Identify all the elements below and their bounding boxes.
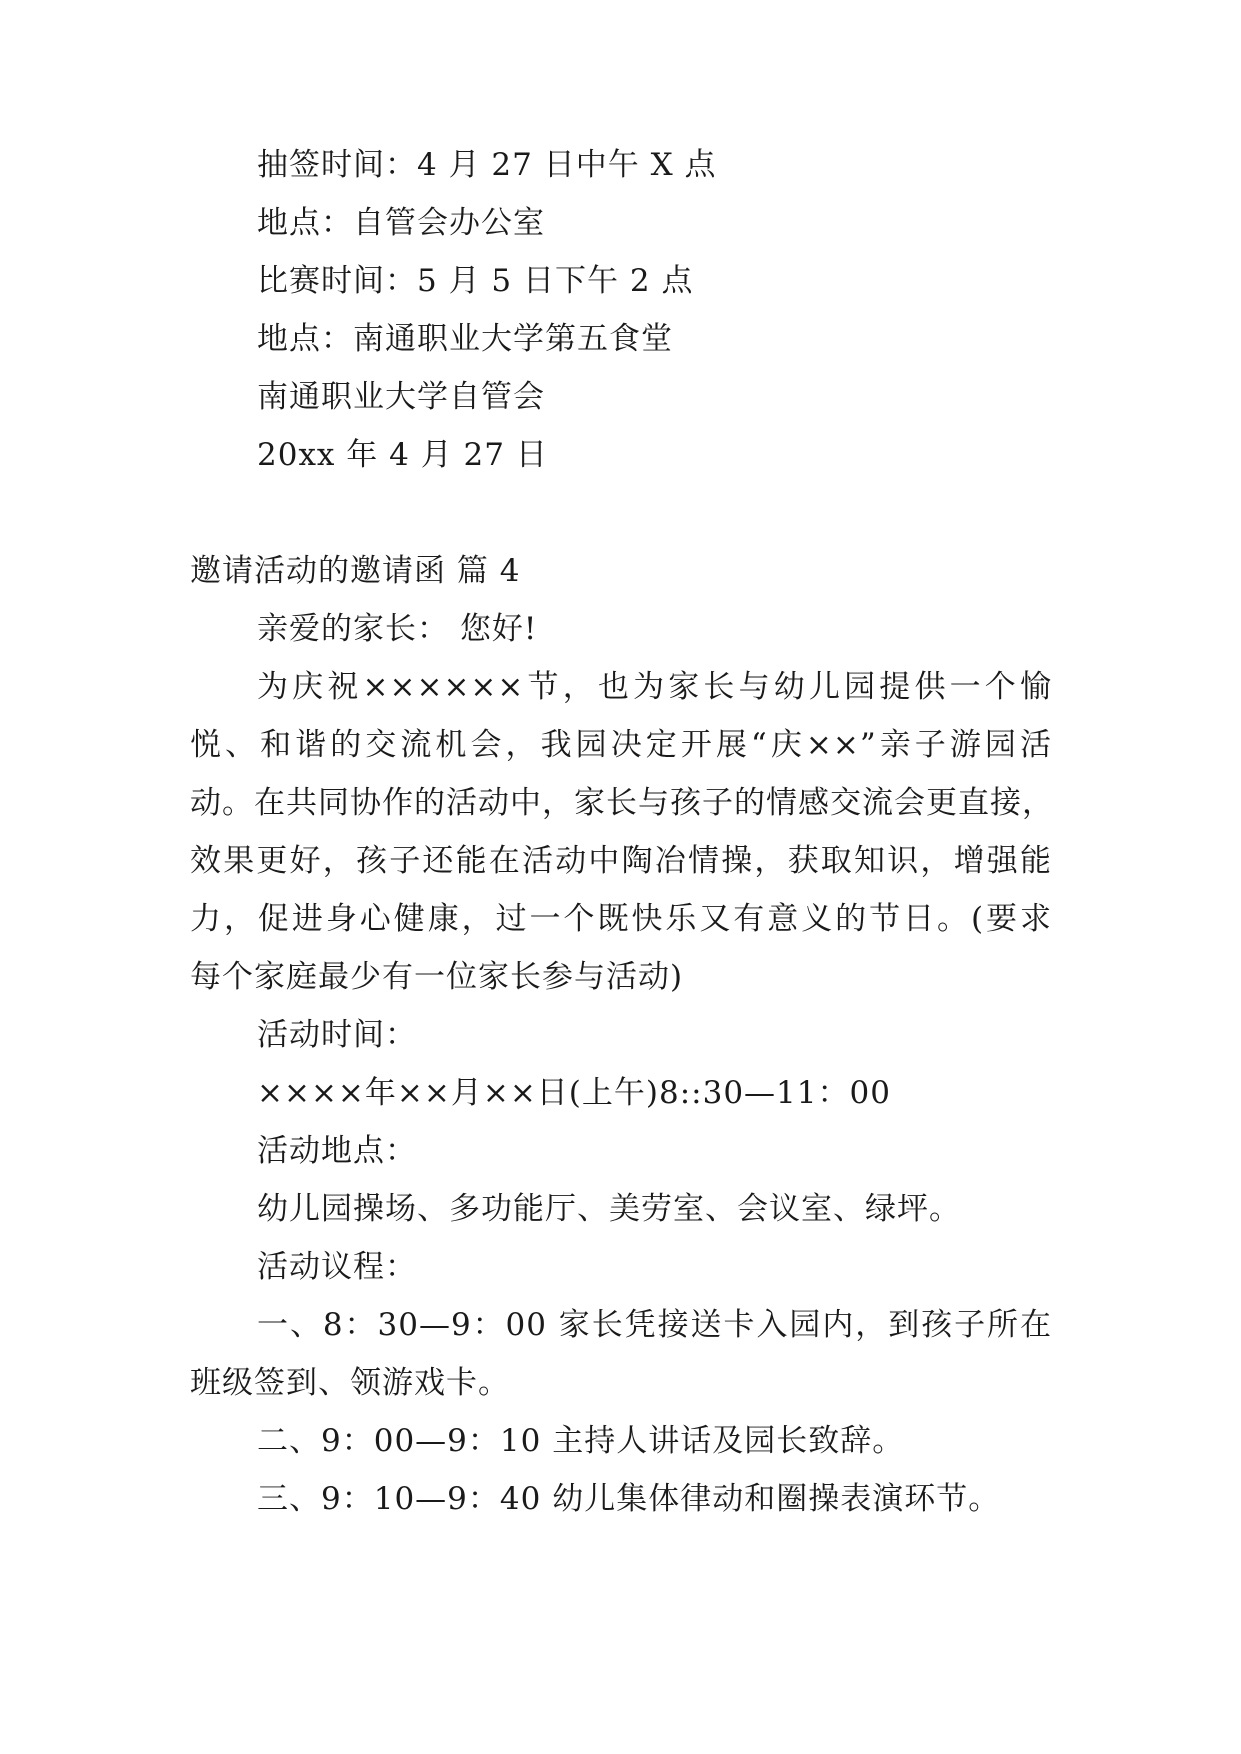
draw-time-line: 抽签时间：4 月 27 日中午 X 点 [257, 147, 717, 183]
activity-time-value: ××××年××月××日(上午)8::30—11：00 [257, 1075, 891, 1111]
paragraph-line: 每个家庭最少有一位家长参与活动) [190, 959, 684, 995]
activity-time-label: 活动时间： [257, 1017, 417, 1053]
paragraph-line: 悦、和谐的交流机会，我园决定开展“庆××”亲子游园活 [190, 727, 1052, 763]
match-location-line: 地点：南通职业大学第五食堂 [257, 321, 673, 357]
activity-place-value: 幼儿园操场、多功能厅、美劳室、会议室、绿坪。 [257, 1191, 961, 1227]
organizer-signature: 南通职业大学自管会 [257, 379, 545, 415]
activity-place-label: 活动地点： [257, 1133, 417, 1169]
paragraph-line: 效果更好，孩子还能在活动中陶冶情操，获取知识，增强能 [190, 843, 1052, 879]
paragraph-line: 动。在共同协作的活动中，家长与孩子的情感交流会更直接， [190, 785, 1054, 821]
match-time-line: 比赛时间：5 月 5 日下午 2 点 [257, 263, 694, 299]
section-title: 邀请活动的邀请函 篇 4 [190, 553, 521, 589]
agenda-item-1: 一、8：30—9：00 家长凭接送卡入园内，到孩子所在 [257, 1307, 1052, 1343]
agenda-item-3: 三、9：10—9：40 幼儿集体律动和圈操表演环节。 [257, 1481, 1001, 1517]
agenda-item-1-cont: 班级签到、领游戏卡。 [190, 1365, 510, 1401]
paragraph-line: 力，促进身心健康，过一个既快乐又有意义的节日。(要求 [190, 901, 1052, 937]
draw-location-line: 地点：自管会办公室 [257, 205, 545, 241]
greeting: 亲爱的家长： 您好! [257, 611, 538, 647]
paragraph-line: 为庆祝××××××节，也为家长与幼儿园提供一个愉 [257, 669, 1052, 705]
agenda-label: 活动议程： [257, 1249, 417, 1285]
agenda-item-2: 二、9：00—9：10 主持人讲话及园长致辞。 [257, 1423, 905, 1459]
signature-date: 20xx 年 4 月 27 日 [257, 437, 548, 473]
